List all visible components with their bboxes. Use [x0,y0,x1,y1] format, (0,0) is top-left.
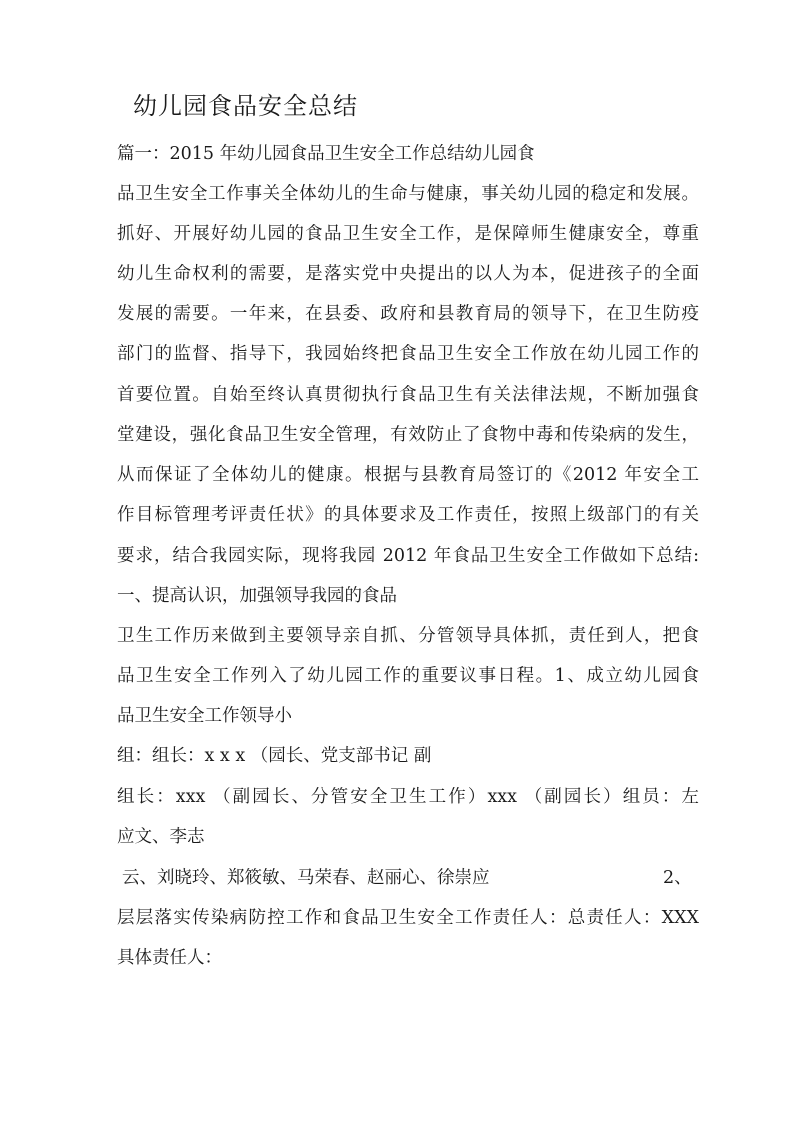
paragraph-line: 幼儿生命权利的需要，是落实党中央提出的以人为本，促进孩子的全面 [117,264,699,284]
paragraph-line: 品卫生安全工作事关全体幼儿的生命与健康，事关幼儿园的稳定和发展。 [117,184,699,204]
list-number: 2、 [663,868,692,888]
paragraph-line: 作目标管理考评责任状》的具体要求及工作责任，按照上级部门的有关 [117,505,699,525]
section-heading: 一、提高认识，加强领导我园的食品 [117,586,397,606]
paragraph-line: 层层落实传染病防控工作和食品卫生安全工作责任人：总责任人：XXX [117,908,699,928]
paragraph-line: 发展的需要。一年来，在县委、政府和县教育局的领导下，在卫生防疫 [117,304,699,324]
paragraph-line: 云、刘晓玲、郑筱敏、马荣春、赵丽心、徐崇应 [122,868,490,888]
paragraph-line: 篇一：2015 年幼儿园食品卫生安全工作总结幼儿园食 [117,144,535,164]
paragraph-line: 抓好、开展好幼儿园的食品卫生安全工作，是保障师生健康安全，尊重 [117,224,699,244]
paragraph-line: 应文、李志 [117,827,205,847]
paragraph-line: 品卫生安全工作列入了幼儿园工作的重要议事日程。1、成立幼儿园食 [117,666,699,686]
paragraph-line: 从而保证了全体幼儿的健康。根据与县教育局签订的《2012 年安全工 [117,465,699,485]
document-title: 幼儿园食品安全总结 [133,92,358,120]
paragraph-line: 要求，结合我园实际，现将我园 2012 年食品卫生安全工作做如下总结: [117,546,699,566]
paragraph-line: 卫生工作历来做到主要领导亲自抓、分管领导具体抓，责任到人，把食 [117,626,699,646]
paragraph-line: 部门的监督、指导下，我园始终把食品卫生安全工作放在幼儿园工作的 [117,344,699,364]
paragraph-line: 组长：xxx （副园长、分管安全卫生工作）xxx （副园长）组员：左 [117,787,699,807]
paragraph-line: 首要位置。自始至终认真贯彻执行食品卫生有关法律法规，不断加强食 [117,385,699,405]
paragraph-line: 堂建设，强化食品卫生安全管理，有效防止了食物中毒和传染病的发生， [117,425,699,445]
paragraph-line: 组：组长：x x x （园长、党支部书记 副 [117,746,432,766]
paragraph-line: 具体责任人： [117,948,222,968]
paragraph-line: 品卫生安全工作领导小 [117,706,292,726]
